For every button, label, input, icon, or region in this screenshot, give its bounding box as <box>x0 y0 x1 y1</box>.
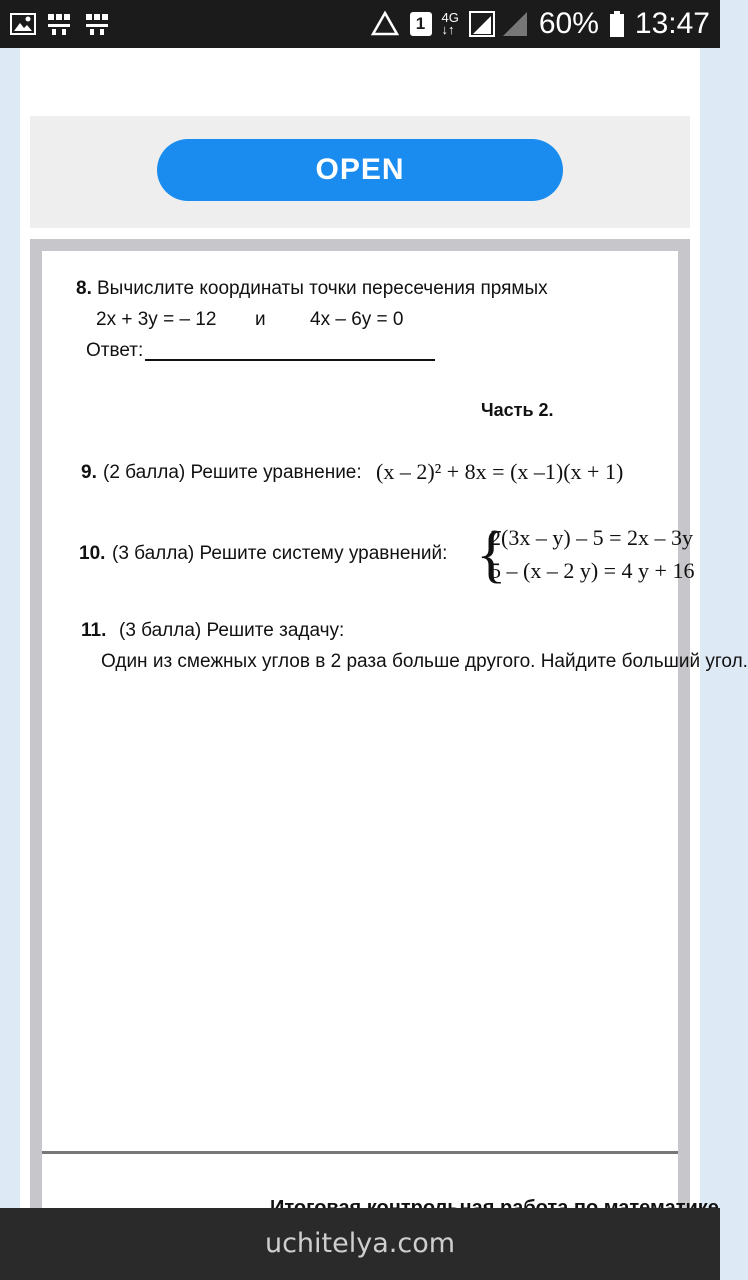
q8-and: и <box>255 309 266 330</box>
q9-number: 9. <box>81 462 97 483</box>
recycle-icon <box>370 10 400 38</box>
data-arrows-icon: ↓↑ <box>441 22 455 37</box>
network-label: 4G <box>441 10 459 25</box>
battery-percent: 60% <box>538 7 599 40</box>
web-page[interactable] <box>20 48 748 1208</box>
status-left <box>10 10 112 38</box>
document-page <box>42 251 748 1219</box>
notification-icon <box>46 12 74 36</box>
q10-text: (3 балла) Решите систему уравнений: <box>112 543 448 564</box>
q10-equation-1: 2(3x – y) – 5 = 2x – 3y <box>490 525 694 550</box>
q11-body: Один из смежных углов в 2 раза больше другого. Найдите больший угол. <box>101 651 748 672</box>
q8-answer-label: Ответ: <box>86 340 144 361</box>
q8-equation-1: 2x + 3y = – 12 <box>96 309 217 330</box>
q10-equation-2: 5 – (x – 2 y) = 4 y + 16 <box>490 558 695 583</box>
page-divider <box>42 1151 678 1154</box>
bottom-bar <box>0 1208 720 1280</box>
answer-line <box>145 359 435 361</box>
battery-icon <box>609 10 625 38</box>
q11-number: 11. <box>81 620 107 641</box>
system-brace: { <box>476 518 507 589</box>
document-viewer[interactable] <box>30 239 748 1219</box>
ad-banner <box>30 116 690 228</box>
image-icon <box>10 13 36 35</box>
clock: 13:47 <box>634 7 710 40</box>
q11-text: (3 балла) Решите задачу: <box>119 620 345 641</box>
signal-icon <box>469 10 529 38</box>
q10-number: 10. <box>79 543 106 564</box>
q8-equation-2: 4x – 6y = 0 <box>310 309 404 330</box>
q8-text: Вычислите координаты точки пересечения прямых <box>97 278 548 299</box>
sim-icon: 1 <box>410 12 432 36</box>
status-right <box>370 6 710 42</box>
q8-number: 8. <box>76 278 92 299</box>
q9-text: (2 балла) Решите уравнение: <box>103 462 362 483</box>
status-bar <box>0 0 720 48</box>
network-type <box>442 12 459 36</box>
site-name[interactable]: uchitelya.com <box>264 1228 456 1259</box>
notification-icon <box>84 12 112 36</box>
open-button[interactable]: OPEN <box>157 139 563 201</box>
q9-equation: (x – 2)² + 8x = (x –1)(x + 1) <box>376 459 624 484</box>
part-2-heading: Часть 2. <box>481 400 554 420</box>
